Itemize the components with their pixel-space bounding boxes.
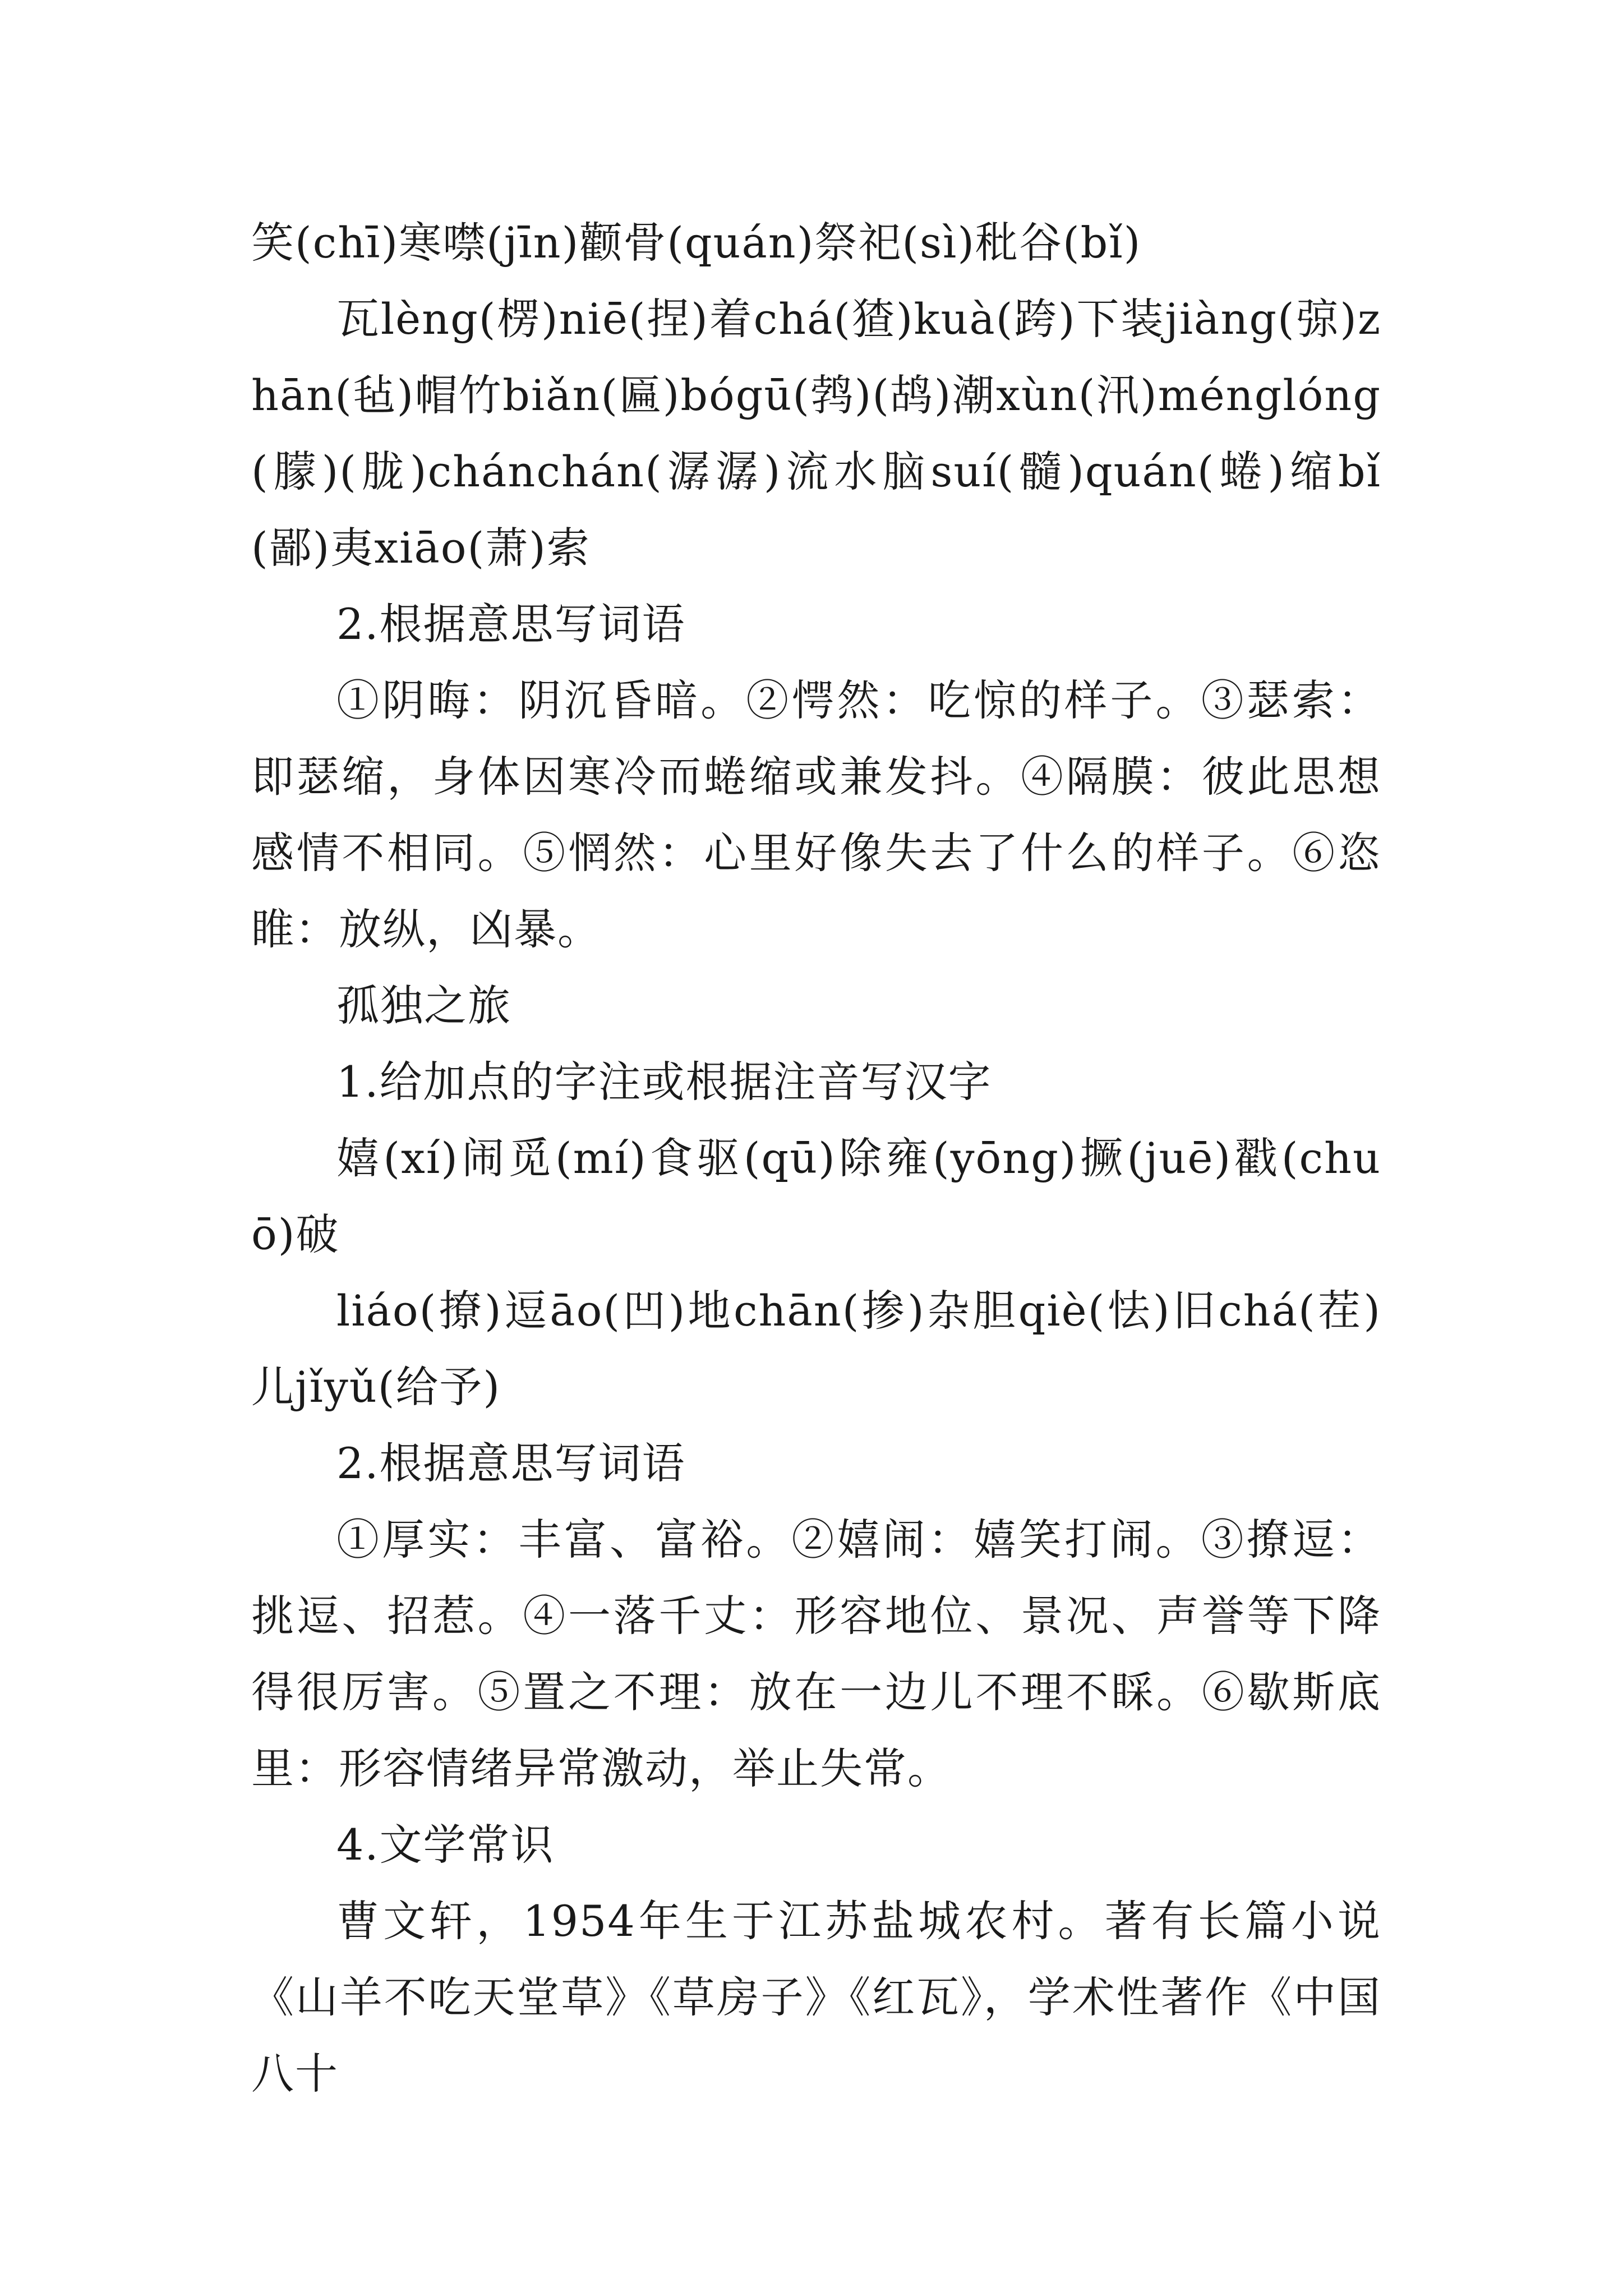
section-heading: 4.文学常识 xyxy=(336,1820,555,1870)
pinyin-list-line: 笑(chī)寒噤(jīn)颧骨(quán)祭祀(sì)秕谷(bǐ) xyxy=(251,218,1142,268)
section-heading: 1.给加点的字注或根据注音写汉字 xyxy=(336,1057,992,1107)
section-heading: 2.根据意思写词语 xyxy=(336,599,686,649)
pinyin-fill-paragraph: liáo(撩)逗āo(凹)地chān(掺)杂胆qiè(怯)旧chá(茬)儿jǐyǔ(给予) xyxy=(251,1286,1381,1412)
vocabulary-definitions: ①厚实：丰富、富裕。②嬉闹：嬉笑打闹。③撩逗：挑逗、招惹。④一落千丈：形容地位、景况、声誉等下降得很厉害。⑤置之不理：放在一边儿不理不睬。⑥歇斯底里：形容情绪异常激动，举止失常。 xyxy=(251,1515,1381,1793)
lesson-title: 孤独之旅 xyxy=(336,981,511,1030)
vocabulary-definitions: ①阴晦：阴沉昏暗。②愕然：吃惊的样子。③瑟索：即瑟缩，身体因寒冷而蜷缩或兼发抖。④隔膜：彼此思想感情不相同。⑤惘然：心里好像失去了什么的样子。⑥恣睢：放纵，凶暴。 xyxy=(251,675,1381,954)
section-heading: 2.根据意思写词语 xyxy=(336,1438,686,1488)
document-body xyxy=(251,205,1381,2112)
pinyin-fill-paragraph: 瓦lèng(楞)niē(捏)着chá(猹)kuà(跨)下装jiàng(弶)zhān(毡)帽竹biǎn(匾)bógū(鹁)(鸪)潮xùn(汛)ménglóng(朦)(胧)chánchán(潺潺)流水脑suí(髓)quán(蜷)缩bǐ(鄙)夷xiāo(萧)索 xyxy=(251,294,1381,573)
literature-note-paragraph: 曹文轩，1954年生于江苏盐城农村。著有长篇小说《山羊不吃天堂草》《草房子》《红瓦》，学术性著作《中国八十 xyxy=(251,1896,1381,2099)
pinyin-list-paragraph: 嬉(xí)闹觅(mí)食驱(qū)除雍(yōng)撅(juē)戳(chuō)破 xyxy=(251,1133,1381,1259)
